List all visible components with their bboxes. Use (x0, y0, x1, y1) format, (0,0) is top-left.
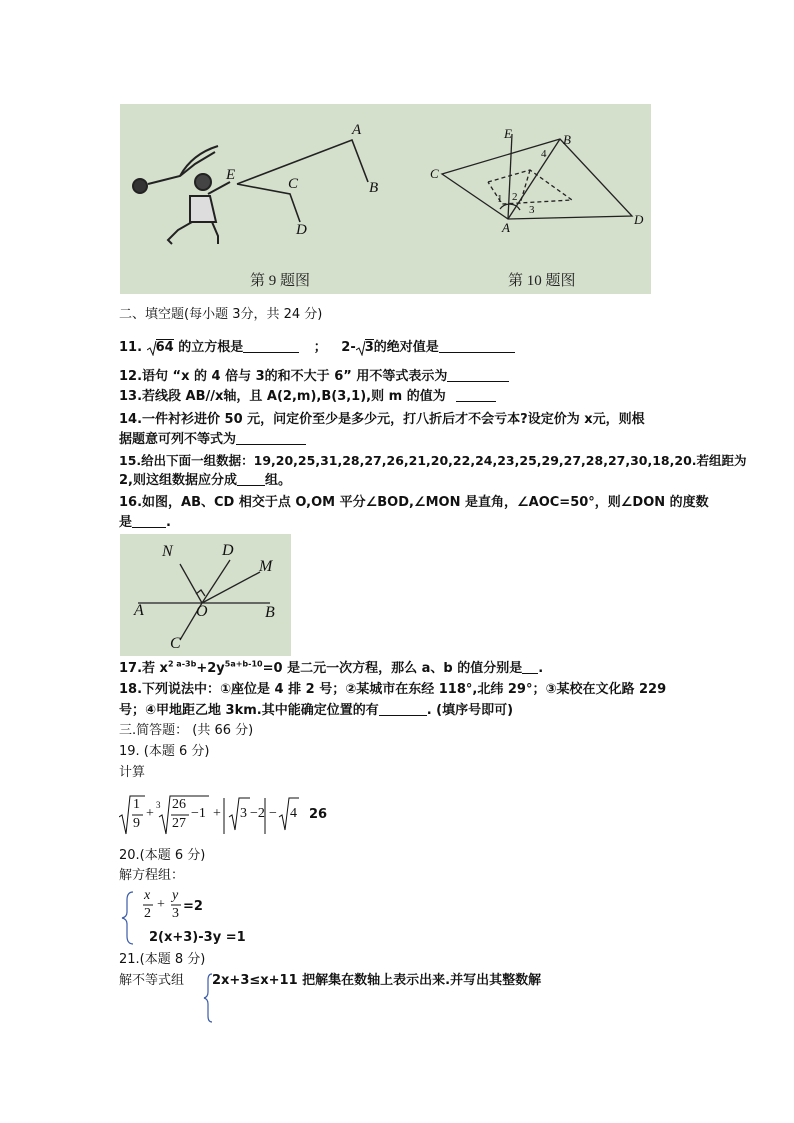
question-20-instruction: 解方程组： (119, 868, 185, 883)
question-21-inequality-1: 2x+3≤x+11 把解集在数轴上表示出来.并写出其整数解 (212, 973, 542, 988)
fig9-label-D: D (296, 222, 307, 238)
question-15-line-2 (119, 472, 291, 490)
fig9-label-E: E (226, 167, 236, 183)
q16-line-2b: . (166, 515, 171, 530)
q19-cube-index: 3 (156, 800, 161, 810)
q15-line-2b: 组。 (264, 473, 291, 488)
figure-10-caption: 第 10 题图 (508, 273, 576, 289)
q19-numerator-2: 26 (172, 797, 186, 812)
q11-number: 11. (119, 340, 143, 355)
question-16-line-2 (119, 514, 171, 532)
q19-radicand-4: 4 (290, 806, 297, 821)
q17-middle: +2y (196, 661, 225, 676)
q14-line-2-text: 据题意可列不等式为 (119, 432, 237, 447)
figure-9-caption: 第 9 题图 (250, 273, 311, 289)
q19-minus-1: −1 (191, 806, 206, 821)
fraction-bars (141, 890, 221, 920)
fig16-label-N: N (162, 543, 173, 560)
figure-16-diagram (120, 534, 291, 656)
q17-exponent-1: 2 a-3b (167, 659, 197, 669)
q20-three: 3 (172, 906, 179, 921)
q11-radicand: 64 (155, 340, 174, 355)
fig10-label-3: 3 (529, 204, 535, 216)
q16-blank[interactable] (132, 515, 166, 528)
fig16-label-O: O (196, 603, 208, 620)
q20-y: y (172, 888, 179, 903)
left-brace-icon (119, 890, 135, 946)
question-16-line-1: 16.如图，AB、CD 相交于点 O,OM 平分∠BOD,∠MON 是直角，∠AOC=50°，则∠DON 的度数 (119, 495, 709, 510)
question-20-title: 20.(本题 6 分) (119, 848, 206, 863)
fig16-label-D: D (222, 542, 234, 559)
q20-x: x (144, 888, 151, 903)
q17-post: =0 是二元一次方程，那么 a、b 的值分别是 (262, 661, 523, 676)
q19-denominator-1: 9 (133, 816, 140, 831)
fig16-label-A: A (134, 602, 144, 619)
q17-prefix: 17.若 x (119, 661, 168, 676)
fig16-label-B: B (265, 604, 275, 621)
q15-blank[interactable] (237, 473, 265, 486)
q14-blank[interactable] (236, 432, 306, 445)
q18-line-2a: 号；④甲地距乙地 3km.其中能确定位置的有 (119, 703, 379, 718)
q13-text: 13.若线段 AB//x轴，且 A(2,m),B(3,1),则 m 的值为 (119, 389, 446, 404)
sqrt-sign-icon (147, 340, 157, 356)
q19-denominator-2: 27 (172, 816, 186, 831)
figure-9-10-panel (120, 104, 651, 294)
q18-blank[interactable] (379, 703, 427, 716)
question-17 (119, 660, 543, 678)
fig10-label-E: E (504, 126, 512, 141)
fig10-label-4: 4 (541, 148, 547, 160)
question-19-title: 19. (本题 6 分) (119, 744, 210, 759)
q11-text1: 的立方根是 (178, 340, 244, 355)
q16-line-2a: 是 (119, 515, 133, 530)
fig16-label-C: C (170, 635, 181, 652)
fig9-label-A: A (352, 122, 362, 138)
fig10-label-1: 1 (497, 193, 503, 205)
q20-eq1-rhs: =2 (183, 899, 203, 914)
q17-blank[interactable] (522, 661, 538, 674)
question-18-line-2 (119, 702, 513, 720)
q11-sqrt3 (356, 339, 374, 357)
question-21-title: 21.(本题 8 分) (119, 952, 206, 967)
fig10-label-A: A (502, 220, 510, 235)
question-21-instruction: 解不等式组 (119, 973, 185, 988)
figure-10-diagram (442, 134, 632, 219)
q19-minus-2: − (269, 806, 277, 821)
question-11 (119, 339, 515, 357)
question-19-expression (119, 790, 419, 840)
fig10-label-D: D (634, 212, 644, 227)
q20-two: 2 (144, 906, 151, 921)
q19-abs-radicand: 3 (240, 806, 247, 821)
q11-separator: ； (313, 340, 327, 355)
q11-blank-2[interactable] (439, 340, 515, 353)
fig9-label-B: B (369, 180, 379, 196)
q20-plus: + (157, 897, 165, 912)
question-15-line-1: 15.给出下面一组数据：19,20,25,31,28,27,26,21,20,22,24,23,25,29,27,28,27,30,18,20.若组距为 (119, 453, 747, 468)
q13-blank[interactable] (456, 389, 496, 402)
q17-end: . (538, 661, 544, 676)
fig9-label-C: C (288, 176, 299, 192)
q19-tail: 26 (309, 807, 328, 822)
q11-sqrt (147, 339, 174, 357)
q15-line-2a: 2,则这组数据应分成 (119, 473, 237, 488)
q19-plus-2: + (213, 806, 221, 821)
section-2-heading: 二、填空题(每小题 3分，共 24 分) (119, 307, 323, 322)
question-19-instruction: 计算 (119, 765, 146, 780)
q12-blank[interactable] (447, 369, 509, 382)
section-3-heading: 三.简答题： (共 66 分) (119, 723, 254, 738)
q11-radicand2: 3 (364, 340, 374, 355)
fig10-label-2: 2 (512, 191, 518, 203)
q20-eq2: 2(x+3)-3y =1 (149, 930, 246, 945)
question-13 (119, 388, 496, 406)
q18-line-2b: . (填序号即可) (426, 703, 514, 718)
q11-blank-1[interactable] (243, 340, 299, 353)
question-18-line-1: 18.下列说法中：①座位是 4 排 2 号；②某城市在东经 118°,北纬 29°；③某校在文化路 229 (119, 682, 667, 697)
fig10-label-B: B (563, 132, 571, 147)
q19-plus-1: + (146, 806, 154, 821)
question-12 (119, 368, 509, 386)
fig16-label-M: M (259, 558, 273, 575)
figure-16-panel (120, 534, 291, 656)
q11-text2: 的绝对值是 (373, 340, 439, 355)
q12-text: 12.语句 “x 的 4 倍与 3的和不大于 6” 用不等式表示为 (119, 369, 448, 384)
q19-numerator-1: 1 (133, 797, 140, 812)
figure-9-diagram (120, 104, 651, 294)
question-20-system (119, 890, 319, 946)
question-14-line-2 (119, 431, 306, 449)
q11-expr-prefix: 2- (341, 340, 356, 355)
sqrt-sign-icon (356, 340, 366, 356)
q19-abs-rest: −2 (250, 806, 265, 821)
q17-exponent-2: 5a+b-10 (224, 659, 263, 669)
dancer-illustration (133, 146, 230, 244)
question-14-line-1: 14.一件衬衫进价 50 元，问定价至少是多少元，打八折后才不会亏本?设定价为 x元，则根 (119, 412, 645, 427)
fig10-label-C: C (430, 166, 439, 181)
